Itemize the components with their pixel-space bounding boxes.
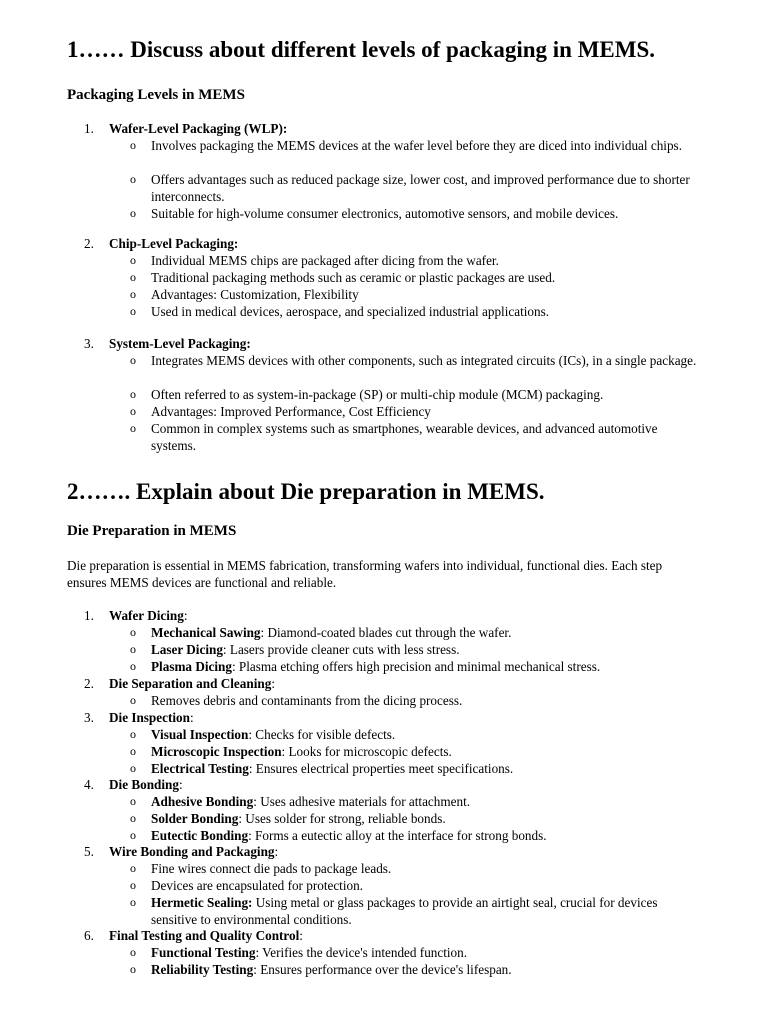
bullet-description: Individual MEMS chips are packaged after dicing from the wafer. bbox=[151, 253, 499, 268]
bullet-text bbox=[151, 386, 699, 403]
bullet-text bbox=[151, 352, 699, 369]
bullet-bold-term: Mechanical Sawing bbox=[151, 625, 261, 640]
bullet-text bbox=[151, 286, 699, 303]
bullet-description: Involves packaging the MEMS devices at the wafer level before they are diced into individual chips. bbox=[151, 138, 682, 153]
bullet-text bbox=[151, 827, 699, 844]
bullet-text bbox=[151, 810, 699, 827]
list-item-title-bold: Wafer Dicing bbox=[109, 608, 184, 623]
list-item-title bbox=[109, 235, 238, 252]
bullet-description: Integrates MEMS devices with other components, such as integrated circuits (ICs), in a single package. bbox=[151, 353, 697, 368]
bullet-description: : Ensures electrical properties meet specifications. bbox=[248, 761, 514, 776]
list-item-title bbox=[109, 927, 303, 944]
bullet-text bbox=[151, 269, 699, 286]
bullet-marker: o bbox=[130, 642, 136, 656]
list-item-title-suffix: : bbox=[179, 777, 183, 792]
bullet-description: Removes debris and contaminants from the dicing process. bbox=[151, 693, 463, 708]
bullet-description: : Forms a eutectic alloy at the interface for strong bonds. bbox=[248, 828, 547, 843]
bullet-description: Suitable for high-volume consumer electronics, automotive sensors, and mobile devices. bbox=[151, 206, 619, 221]
bullet-description: Often referred to as system-in-package (SP) or multi-chip module (MCM) packaging. bbox=[151, 387, 604, 402]
bullet-description: Common in complex systems such as smartphones, wearable devices, and advanced automotive systems. bbox=[151, 421, 658, 453]
bullet-text bbox=[151, 641, 699, 658]
bullet-bold-term: Reliability Testing bbox=[151, 962, 254, 977]
list-item-number: 4. bbox=[84, 777, 94, 792]
bullet-description: : Plasma etching offers high precision and minimal mechanical stress. bbox=[231, 659, 601, 674]
list-item-number: 1. bbox=[84, 121, 94, 136]
bullet-marker: o bbox=[130, 861, 136, 875]
bullet-marker: o bbox=[130, 421, 136, 435]
list-item-number: 2. bbox=[84, 676, 94, 691]
bullet-text bbox=[151, 793, 699, 810]
bullet-description: : Uses adhesive materials for attachment. bbox=[253, 794, 471, 809]
list-item-title-suffix: : bbox=[299, 928, 303, 943]
bullet-description: Advantages: Customization, Flexibility bbox=[151, 287, 359, 302]
bullet-marker: o bbox=[130, 761, 136, 775]
list-item-number: 1. bbox=[84, 608, 94, 623]
bullet-text bbox=[151, 658, 699, 675]
bullet-text bbox=[151, 877, 699, 894]
list-item-title-bold: Die Inspection bbox=[109, 710, 190, 725]
bullet-bold-term: Laser Dicing bbox=[151, 642, 223, 657]
bullet-bold-term: Visual Inspection bbox=[151, 727, 249, 742]
list-item-title-suffix: : bbox=[183, 608, 188, 623]
bullet-bold-term: Microscopic Inspection bbox=[151, 744, 282, 759]
bullet-bold-term: Electrical Testing bbox=[151, 761, 249, 776]
bullet-bold-term: Plasma Dicing bbox=[151, 659, 232, 674]
list-item-title bbox=[109, 335, 251, 352]
bullet-marker: o bbox=[130, 287, 136, 301]
list-item-number: 2. bbox=[84, 236, 94, 251]
question-2-heading: 2……. Explain about Die preparation in MEMS. bbox=[67, 479, 545, 504]
bullet-marker: o bbox=[130, 811, 136, 825]
bullet-text bbox=[151, 624, 699, 641]
bullet-marker: o bbox=[130, 253, 136, 267]
bullet-marker: o bbox=[130, 727, 136, 741]
bullet-text bbox=[151, 760, 699, 777]
bullet-text bbox=[151, 303, 699, 320]
bullet-description: : Checks for visible defects. bbox=[248, 727, 396, 742]
bullet-marker: o bbox=[130, 878, 136, 892]
list-item-title-suffix: : bbox=[271, 676, 275, 691]
bullet-description: : Lasers provide cleaner cuts with less stress. bbox=[222, 642, 460, 657]
bullet-text bbox=[151, 894, 699, 928]
list-item-title-bold: System-Level Packaging: bbox=[109, 336, 251, 351]
bullet-description: Devices are encapsulated for protection. bbox=[151, 878, 363, 893]
bullet-text bbox=[151, 726, 699, 743]
bullet-marker: o bbox=[130, 794, 136, 808]
list-item-title-suffix: : bbox=[189, 710, 194, 725]
bullet-text bbox=[151, 944, 699, 961]
bullet-description: Using metal or glass packages to provide an airtight seal, crucial for devices sensitive to environmental conditions. bbox=[151, 895, 658, 927]
bullet-bold-term: Solder Bonding bbox=[151, 811, 239, 826]
bullet-text bbox=[151, 252, 699, 269]
bullet-marker: o bbox=[130, 353, 136, 367]
bullet-text bbox=[151, 692, 699, 709]
list-item-number: 5. bbox=[84, 844, 94, 859]
bullet-text bbox=[151, 205, 699, 222]
list-item-title-bold: Die Bonding bbox=[109, 777, 179, 792]
bullet-marker: o bbox=[130, 387, 136, 401]
bullet-bold-term: Adhesive Bonding bbox=[151, 794, 254, 809]
bullet-description: Advantages: Improved Performance, Cost Efficiency bbox=[151, 404, 431, 419]
question-2-subheading: Die Preparation in MEMS bbox=[67, 523, 237, 539]
bullet-description: Fine wires connect die pads to package leads. bbox=[151, 861, 392, 876]
bullet-bold-term: Functional Testing bbox=[151, 945, 256, 960]
bullet-text bbox=[151, 743, 699, 760]
bullet-description: : Looks for microscopic defects. bbox=[281, 744, 452, 759]
list-item-title bbox=[109, 675, 275, 692]
list-item-title-bold: Wafer-Level Packaging (WLP): bbox=[109, 121, 288, 136]
list-item-title-bold: Chip-Level Packaging: bbox=[109, 236, 239, 251]
bullet-description: : Verifies the device's intended function. bbox=[255, 945, 468, 960]
bullet-marker: o bbox=[130, 138, 136, 152]
list-item-title bbox=[109, 776, 183, 793]
list-item-title-bold: Die Separation and Cleaning bbox=[109, 676, 272, 691]
bullet-marker: o bbox=[130, 962, 136, 976]
bullet-marker: o bbox=[130, 404, 136, 418]
bullet-description: : Ensures performance over the device's lifespan. bbox=[253, 962, 512, 977]
bullet-marker: o bbox=[130, 172, 136, 186]
bullet-bold-term: Eutectic Bonding bbox=[151, 828, 249, 843]
bullet-text bbox=[151, 961, 699, 978]
list-item-number: 3. bbox=[84, 710, 94, 725]
bullet-marker: o bbox=[130, 693, 136, 707]
bullet-description: Offers advantages such as reduced package size, lower cost, and improved performance due to shorter interconnects. bbox=[151, 172, 690, 204]
bullet-text bbox=[151, 171, 699, 205]
bullet-text bbox=[151, 860, 699, 877]
bullet-text bbox=[151, 403, 699, 420]
list-item-title bbox=[109, 120, 287, 137]
list-item-title-bold: Final Testing and Quality Control bbox=[109, 928, 300, 943]
bullet-marker: o bbox=[130, 945, 136, 959]
question-1-subheading: Packaging Levels in MEMS bbox=[67, 87, 245, 103]
bullet-marker: o bbox=[130, 206, 136, 220]
bullet-description: Traditional packaging methods such as ceramic or plastic packages are used. bbox=[151, 270, 556, 285]
bullet-marker: o bbox=[130, 744, 136, 758]
bullet-description: Used in medical devices, aerospace, and specialized industrial applications. bbox=[151, 304, 550, 319]
list-item-number: 3. bbox=[84, 336, 94, 351]
bullet-marker: o bbox=[130, 659, 136, 673]
list-item-title bbox=[109, 709, 194, 726]
bullet-marker: o bbox=[130, 828, 136, 842]
list-item-title bbox=[109, 843, 278, 860]
bullet-marker: o bbox=[130, 625, 136, 639]
bullet-marker: o bbox=[130, 304, 136, 318]
question-2-intro: Die preparation is essential in MEMS fabrication, transforming wafers into individual, functional dies. Each step ensures MEMS devices are functional and reliable. bbox=[67, 558, 663, 590]
bullet-bold-term: Hermetic Sealing: bbox=[151, 895, 253, 910]
bullet-description: : Diamond-coated blades cut through the wafer. bbox=[260, 625, 512, 640]
list-item-title-bold: Wire Bonding and Packaging bbox=[109, 844, 275, 859]
bullet-description: : Uses solder for strong, reliable bonds. bbox=[238, 811, 446, 826]
list-item-title-suffix: : bbox=[274, 844, 279, 859]
bullet-marker: o bbox=[130, 895, 136, 909]
question-1-heading: 1…… Discuss about different levels of packaging in MEMS. bbox=[67, 37, 656, 62]
bullet-marker: o bbox=[130, 270, 136, 284]
bullet-text bbox=[151, 420, 699, 454]
bullet-text bbox=[151, 137, 699, 154]
list-item-number: 6. bbox=[84, 928, 94, 943]
list-item-title bbox=[109, 607, 188, 624]
